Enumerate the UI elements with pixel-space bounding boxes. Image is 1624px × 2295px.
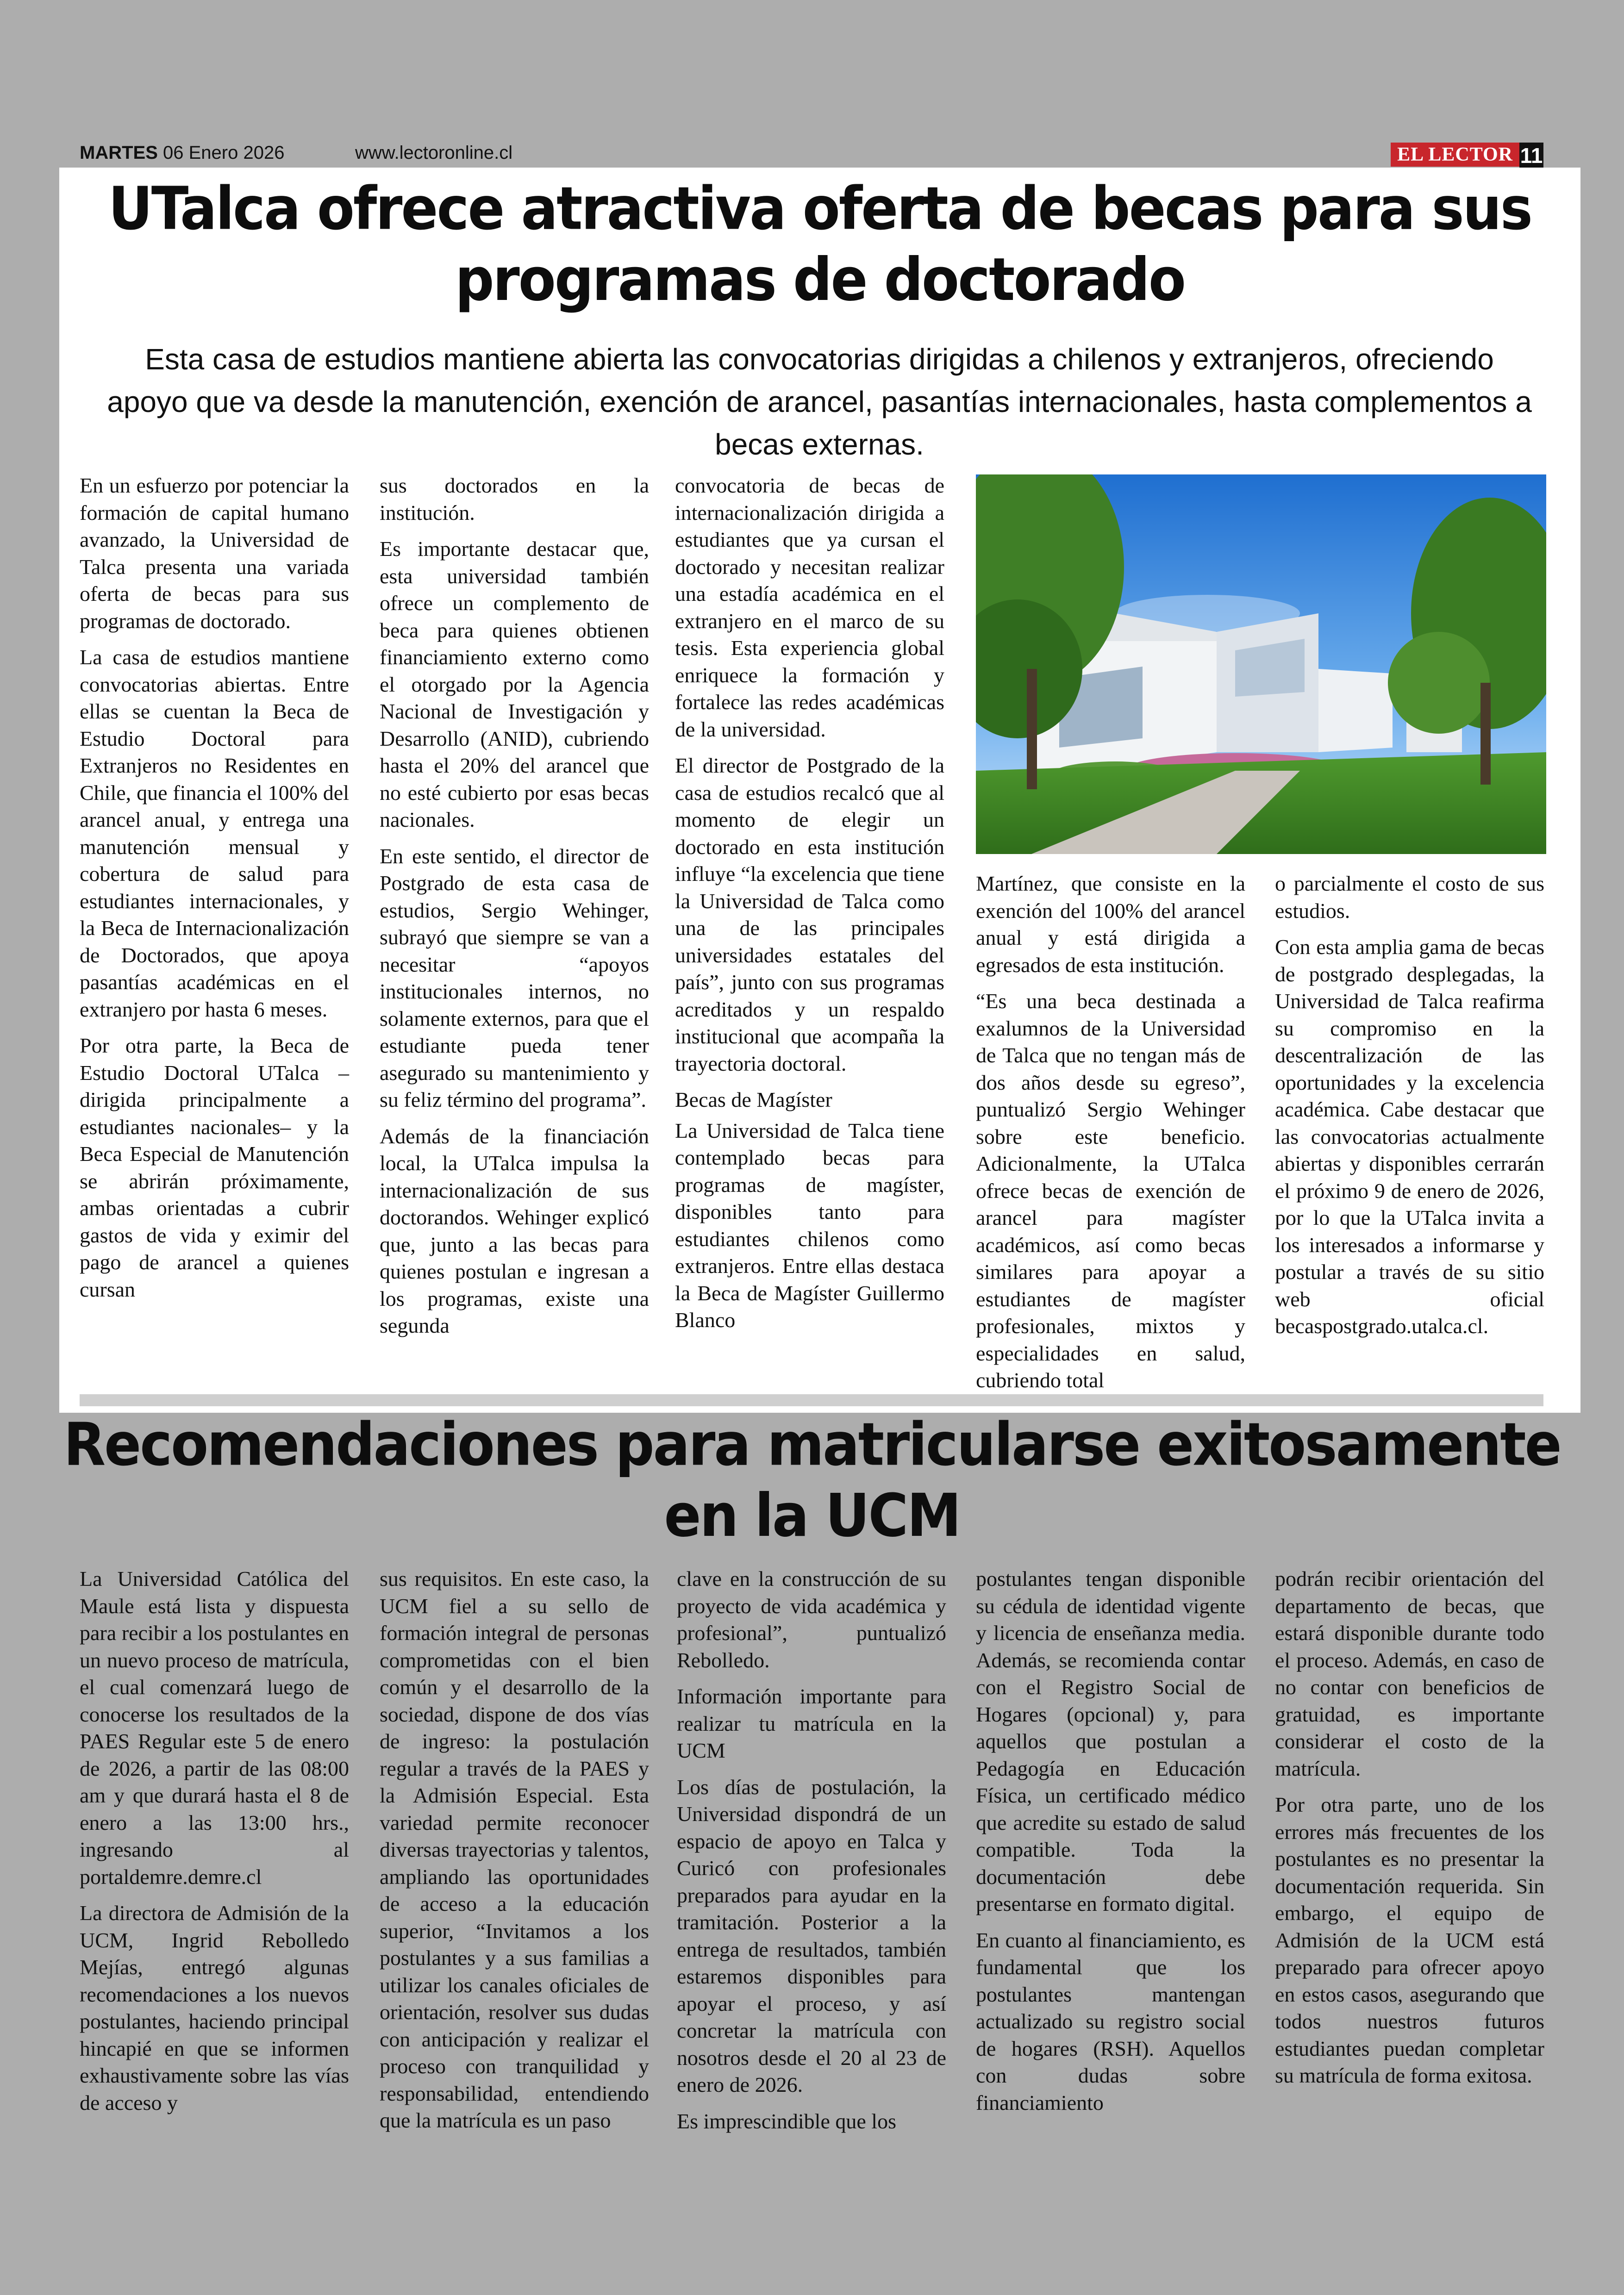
campus-photo <box>976 474 1546 854</box>
article-ucm-headline <box>46 1409 1578 1551</box>
newspaper-logo: EL LECTOR <box>1391 143 1519 167</box>
article-utalca-headline <box>59 173 1580 315</box>
paragraph: La casa de estudios mantiene convocatorias abiertas. Entre ellas se cuentan la Beca de Estudio Doctoral para Extranjeros no Residentes en Chile, que financia el 100% del arancel anual, y entrega una manutención mensual y cobertura de salud para estudiantes internacionales, y la Beca de Internacionalización de Doctorados, que apoya pasantías académicas en el extranjero por hasta 6 meses. <box>80 645 349 1021</box>
paragraph: convocatoria de becas de internacionalización dirigida a estudiantes que ya cursan el doctorado y necesitan realizar una estadía académica en el extranjero en el marco de su tesis. Esta experiencia global enriquece la formación y fortalece las redes académicas de la universidad. <box>675 474 944 741</box>
paragraph: Es importante destacar que, esta universidad también ofrece un complemento de beca para quienes obtienen financiamiento externo como el otorgado por la Agencia Nacional de Investigación y Desarrollo (ANID), cubriendo hasta el 20% del arancel que no esté cubierto por esas becas nacionales. <box>380 537 649 831</box>
paragraph: Por otra parte, uno de los errores más frecuentes de los postulantes es no presentar la documentación requerida. Sin embargo, el equipo de Admisión de la UCM está preparado para ofrecer apoyo en estos casos, asegurando que todos nuestros futuros estudiantes puedan completar su matrícula de forma exitosa. <box>1275 1793 1544 2087</box>
headline-line: Recomendaciones para matricularse exitosamente <box>63 1409 1561 1479</box>
article-ucm-column-2 <box>380 1565 649 2144</box>
paragraph: En un esfuerzo por potenciar la formación de capital humano avanzado, la Universidad de Talca presenta una variada oferta de becas para sus programas de doctorado. <box>80 474 349 633</box>
paragraph: podrán recibir orientación del departamento de becas, que estará disponible durante todo el proceso. Además, en caso de no contar con beneficios de gratuidad, es importante considerar el costo de la matrícula. <box>1275 1567 1544 1780</box>
paragraph: La Universidad Católica del Maule está lista y dispuesta para recibir a los postulantes en un nuevo proceso de matrícula, el cual comenzará luego de conocerse los resultados de la PAES Regular este 5 de enero de 2026, a partir de las 08:00 am y que durará hasta el 8 de enero a las 13:00 hrs., ingresando al portaldemre.demre.cl <box>80 1567 349 1889</box>
paragraph: Es imprescindible que los <box>677 2109 896 2133</box>
article-utalca-column-3 <box>675 472 944 1343</box>
article-utalca-column-1 <box>80 472 349 1312</box>
panel-divider <box>80 1394 1543 1406</box>
article-utalca-column-4 <box>976 870 1245 1403</box>
headline-line: en la UCM <box>664 1481 960 1550</box>
paragraph: “Es una beca destinada a exalumnos de la Universidad de Talca que no tengan más de dos años desde su egreso”, puntualizó Sergio Wehinger sobre este beneficio. Adicionalmente, la UTalca ofrece becas de exención de arancel para magíster académicos, así como becas similares para apoyar a estudiantes de magíster profesionales, mixtos y especialidades en salud, cubriendo total <box>976 989 1245 1392</box>
article-ucm-column-1 <box>80 1565 349 2126</box>
headline-line: programas de doctorado <box>455 245 1185 314</box>
article-ucm-column-3 <box>677 1565 946 2144</box>
paragraph: Con esta amplia gama de becas de postgrado desplegadas, la Universidad de Talca reafirma su compromiso en la descentralización de las oportunidades y la excelencia académica. Cabe destacar que las convocatorias actualmente abiertas y disponibles cerrarán el próximo 9 de enero de 2026, por lo que la UTalca invita a los interesados a informarse y postular a través de su sitio web oficial becaspostgrado.utalca.cl. <box>1275 935 1544 1338</box>
paragraph: La Universidad de Talca tiene contemplado becas para programas de magíster, disponibles tanto para estudiantes chilenos como extranjeros. Entre ellas destaca la Beca de Magíster Guillermo Blanco <box>675 1118 944 1332</box>
paragraph: El director de Postgrado de la casa de estudios recalcó que al momento de elegir un doctorado en esta institución influye “la excelencia que tiene la Universidad de Talca como una de las principales universidades estatales del país”, junto con sus programas acreditados y un respaldo institucional que acompaña la trayectoria doctoral. <box>675 754 944 1075</box>
paragraph: Además de la financiación local, la UTalca impulsa la internacionalización de sus doctorandos. Wehinger explicó que, junto a las becas para quienes postulan e ingresan a los programas, existe una segunda <box>380 1124 649 1337</box>
issue-date-text: 06 Enero 2026 <box>163 143 285 163</box>
article-ucm-column-4 <box>976 1565 1245 2126</box>
paragraph: Por otra parte, la Beca de Estudio Doctoral UTalca –dirigida principalmente a estudiantes nacionales– y la Beca Especial de Manutención se abrirán próximamente, ambas orientadas a cubrir gastos de vida y eximir del pago de arancel a quienes cursan <box>80 1034 349 1301</box>
campus-photo-illustration <box>976 474 1546 854</box>
page-number: 11 <box>1520 143 1543 168</box>
section-subtitle: Becas de Magíster <box>675 1088 832 1111</box>
page-header <box>80 139 1543 168</box>
article-utalca-subheadline: Esta casa de estudios mantiene abierta las convocatorias dirigidas a chilenos y extranjeros, ofreciendo apoyo que va desde la manutención, exención de arancel, pasantías internacionales, hasta complementos a becas externas. <box>107 343 1532 461</box>
paragraph: En este sentido, el director de Postgrado de esta casa de estudios, Sergio Wehinger, subrayó que siempre se van a necesitar “apoyos institucionales internos, no solamente externos, para que el estudiante pueda tener asegurado su mantenimiento y su feliz término del programa”. <box>380 844 649 1111</box>
paragraph: sus doctorados en la institución. <box>380 474 649 524</box>
paragraph: o parcialmente el costo de sus estudios. <box>1275 872 1544 923</box>
article-ucm-column-5 <box>1275 1565 1544 2099</box>
paragraph: sus requisitos. En este caso, la UCM fiel a su sello de formación integral de personas comprometidas con el bien común y el desarrollo de la sociedad, dispone de dos vías de ingreso: la postulación regular a través de la PAES y la Admisión Especial. Esta variedad permite reconocer diversas trayectorias y talentos, ampliando las oportunidades de acceso a la educación superior, “Invitamos a los postulantes y a sus familias a utilizar los canales oficiales de orientación, resolver sus dudas con anticipación y realizar el proceso con tranquilidad y responsabilidad, entendiendo que la matrícula es un paso <box>380 1567 649 2132</box>
website-link[interactable]: www.lectoronline.cl <box>355 143 513 163</box>
issue-day: MARTES <box>80 143 158 163</box>
article-utalca-column-5 <box>1275 870 1544 1349</box>
paragraph: postulantes tengan disponible su cédula de identidad vigente y licencia de enseñanza media. Además, se recomienda contar con el Registro Social de Hogares (opcional) y, para aquellos que postulan a Pedagogía en Educación Física, un certificado médico que acredite su estado de salud compatible. Toda la documentación debe presentarse en formato digital. <box>976 1567 1245 1915</box>
section-subtitle: Información importante para realizar tu matrícula en la UCM <box>677 1684 946 1762</box>
paragraph: clave en la construcción de su proyecto de vida académica y profesional”, puntualizó Rebolledo. <box>677 1567 946 1672</box>
article-utalca-column-2 <box>380 472 649 1349</box>
paragraph: La directora de Admisión de la UCM, Ingrid Rebolledo Mejías, entregó algunas recomendaciones a los nuevos postulantes, haciendo principal hincapié en que se informen exhaustivamente sobre las vías de acceso y <box>80 1901 349 2114</box>
paragraph: En cuanto al financiamiento, es fundamental que los postulantes mantengan actualizado su registro social de hogares (RSH). Aquellos con dudas sobre financiamiento <box>976 1928 1245 2114</box>
paragraph: Los días de postulación, la Universidad dispondrá de un espacio de apoyo en Talca y Curicó con profesionales preparados para ayudar en la tramitación. Posterior a la entrega de resultados, también estaremos disponibles para apoyar el proceso, y así concretar la matrícula con nosotros desde el 20 al 23 de enero de 2026. <box>677 1775 946 2096</box>
headline-line: UTalca ofrece atractiva oferta de becas para sus <box>108 174 1531 243</box>
paragraph: Martínez, que consiste en la exención del 100% del arancel anual y está dirigida a egresados de esta institución. <box>976 872 1245 977</box>
issue-date <box>80 143 284 163</box>
